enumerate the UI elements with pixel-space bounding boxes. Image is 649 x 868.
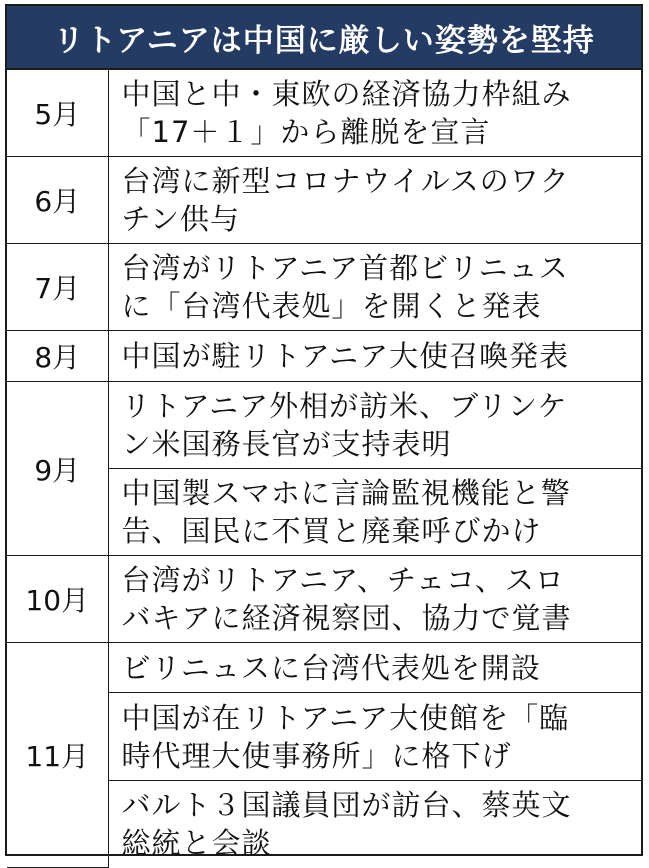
event-text-line: 総統と会談 bbox=[121, 826, 272, 860]
table-row bbox=[7, 157, 641, 244]
month-cell: 8月 bbox=[7, 331, 108, 382]
month-cell: 10月 bbox=[7, 556, 108, 643]
table-row bbox=[7, 70, 641, 157]
event-cell bbox=[108, 157, 641, 244]
table-row bbox=[7, 556, 641, 643]
event-cell bbox=[108, 382, 641, 469]
event-text-line: 台湾がリトアニア首都ビリニュス bbox=[121, 251, 569, 285]
month-cell: 6月 bbox=[7, 157, 108, 244]
event-text-line: ビリニュスに台湾代表処を開設 bbox=[121, 650, 541, 685]
event-text-line: バルト３国議員団が訪台、蔡英文 bbox=[121, 788, 572, 822]
event-cell bbox=[108, 469, 641, 556]
event-cell bbox=[108, 331, 641, 382]
event-text-line: バキアに経済視察団、協力で覚書 bbox=[121, 601, 572, 635]
event-cell bbox=[108, 244, 641, 331]
event-text-line: 中国製スマホに言論監視機能と警 bbox=[121, 476, 571, 510]
event-text-line: 「17＋１」から離脱を宣言 bbox=[121, 115, 491, 149]
event-text-line: チン供与 bbox=[121, 202, 241, 236]
table-row bbox=[7, 382, 641, 469]
event-text-line: ン米国務長官が支持表明 bbox=[121, 427, 452, 461]
event-text-line: リトアニア外相が訪米、ブリンケ bbox=[121, 389, 568, 423]
month-cell: 9月 bbox=[7, 382, 108, 556]
event-text-line: 中国と中・東欧の経済協力枠組み bbox=[121, 77, 572, 111]
event-cell bbox=[108, 643, 641, 693]
table-row bbox=[7, 331, 641, 382]
event-text-line: 時代理大使事務所」に格下げ bbox=[121, 738, 512, 773]
event-text-line: 台湾に新型コロナウイルスのワク bbox=[121, 164, 570, 198]
table-title: リトアニアは中国に厳しい姿勢を堅持 bbox=[7, 6, 641, 70]
table-row bbox=[7, 244, 641, 331]
timeline-table bbox=[7, 70, 641, 868]
event-text-line: 中国が駐リトアニア大使召喚発表 bbox=[121, 339, 570, 373]
event-cell bbox=[108, 781, 641, 868]
month-cell: 5月 bbox=[7, 70, 108, 157]
table-row bbox=[7, 643, 641, 693]
event-cell bbox=[108, 693, 641, 781]
event-cell bbox=[108, 556, 641, 643]
month-cell: 11月 bbox=[7, 643, 108, 868]
timeline-table-frame bbox=[5, 4, 643, 860]
event-text-line: 台湾がリトアニア、チェコ、スロ bbox=[121, 563, 565, 597]
event-text-line: 中国が在リトアニア大使館を「臨 bbox=[121, 700, 570, 735]
event-text-line: 告、国民に不買と廃棄呼びかけ bbox=[121, 514, 542, 548]
event-cell bbox=[108, 70, 641, 157]
month-cell: 7月 bbox=[7, 244, 108, 331]
event-text-line: に「台湾代表処」を開くと発表 bbox=[121, 289, 542, 323]
